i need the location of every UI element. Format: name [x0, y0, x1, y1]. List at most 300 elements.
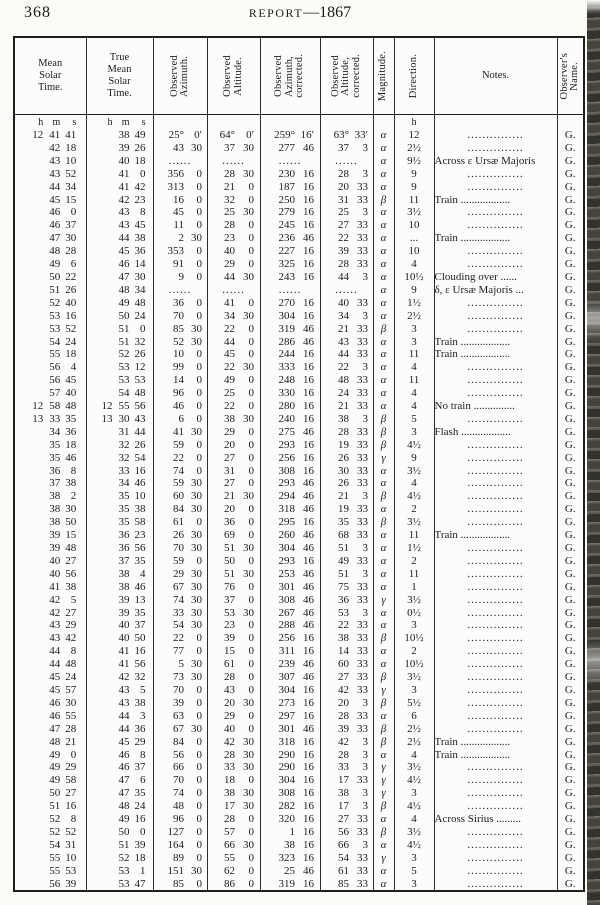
column-header-mean-solar-time	[14, 37, 86, 115]
ellipsis-value: ......	[222, 154, 245, 167]
degrees-value: 21	[224, 180, 235, 193]
time-part: 34	[65, 180, 77, 193]
degrees-value: 267	[278, 606, 295, 619]
degrees-value: 319	[278, 877, 295, 890]
time-part: h	[38, 117, 44, 128]
degrees-value: 84	[173, 735, 184, 748]
magnitude-cell: γ	[373, 452, 394, 465]
magnitude-cell: α	[373, 297, 394, 310]
magnitude-cell: α	[373, 878, 394, 892]
minutes-value: 33	[357, 219, 368, 232]
true-mean-solar-time-cell	[86, 348, 153, 361]
time-part: 37	[118, 554, 130, 567]
time-part: 52	[65, 825, 77, 838]
time-part: 48	[118, 283, 130, 296]
observed-altitude-cell	[207, 568, 260, 581]
time-part: 29	[65, 619, 77, 632]
observed-azimuth-corrected-cell	[260, 581, 320, 594]
minutes-value: 33	[357, 464, 368, 477]
observed-altitude-cell	[207, 555, 260, 568]
notes-cell: ...............	[434, 516, 557, 529]
minutes-value: 33	[357, 232, 368, 245]
minutes-value: 33	[357, 258, 368, 271]
direction-cell: 3	[394, 684, 434, 697]
degrees-value: 85	[173, 877, 184, 890]
time-part: 41	[65, 129, 77, 141]
observed-azimuth-corrected-cell	[260, 232, 320, 245]
table-row	[14, 219, 584, 232]
time-part: 27	[65, 787, 77, 800]
time-part: 41	[49, 129, 61, 141]
time-part: 53	[65, 864, 77, 877]
true-mean-solar-time-cell	[86, 194, 153, 207]
mean-solar-time-cell	[14, 361, 86, 374]
degrees-value: 64°	[219, 129, 235, 141]
observed-altitude-corrected-cell	[320, 632, 373, 645]
degrees-value: 297	[278, 709, 295, 722]
minutes-value: 30	[243, 735, 254, 748]
table-row	[14, 271, 584, 284]
observer-name-cell: G.	[557, 813, 584, 826]
observed-altitude-corrected-cell	[320, 800, 373, 813]
time-part: 21	[65, 735, 77, 748]
time-part: 39	[118, 606, 130, 619]
degrees-value: 63	[173, 709, 184, 722]
observed-azimuth-corrected-cell	[260, 400, 320, 413]
mean-solar-time-cell	[14, 594, 86, 607]
time-part: 12	[32, 400, 44, 413]
observed-azimuth-corrected-cell	[260, 852, 320, 865]
degrees-value: 28	[338, 709, 349, 722]
minutes-value: 30	[243, 696, 254, 709]
degrees-value: 70	[173, 542, 184, 554]
degrees-value: 62	[224, 864, 235, 877]
mean-solar-time-cell	[14, 710, 86, 723]
observer-name-cell: G.	[557, 439, 584, 452]
observed-altitude-cell	[207, 774, 260, 787]
observer-name-cell: G.	[557, 168, 584, 181]
observed-altitude-corrected-cell	[320, 297, 373, 310]
time-part: 38	[65, 580, 77, 593]
minutes-value: 30	[243, 412, 254, 425]
table-row	[14, 387, 584, 400]
notes-cell: ...............	[434, 671, 557, 684]
observed-altitude-cell	[207, 619, 260, 632]
magnitude-cell: β	[373, 671, 394, 684]
notes-cell: ...............	[434, 619, 557, 632]
minutes-value: 3	[362, 361, 368, 374]
units-cell-notes	[434, 115, 557, 130]
direction-cell: 3½	[394, 465, 434, 478]
ellipsis-value: ......	[335, 154, 358, 167]
degrees-value: 60	[173, 490, 184, 503]
mean-solar-time-cell	[14, 516, 86, 529]
degrees-value: 70	[173, 309, 184, 322]
degrees-value: 40	[338, 296, 349, 309]
degrees-value: 353	[167, 245, 184, 258]
direction-cell: 5	[394, 865, 434, 878]
notes-cell: ...............	[434, 142, 557, 155]
minutes-value: 0	[248, 477, 254, 490]
degrees-value: 57	[224, 825, 235, 838]
degrees-value: 36	[338, 593, 349, 606]
minutes-value: 33	[357, 516, 368, 529]
units-cell-observed-altitude	[207, 115, 260, 130]
degrees-value: 38	[224, 787, 235, 800]
minutes-value: 3	[362, 206, 368, 219]
notes-cell: ...............	[434, 387, 557, 400]
time-part: 31	[118, 425, 130, 438]
observed-azimuth-corrected-cell	[260, 129, 320, 142]
time-part: 48	[65, 542, 77, 554]
degrees-value: 45	[224, 348, 235, 361]
magnitude-cell: α	[373, 710, 394, 723]
minutes-value: 16	[303, 374, 314, 387]
mean-solar-time-cell	[14, 839, 86, 852]
degrees-value: 29	[173, 567, 184, 580]
time-part: 6	[70, 258, 77, 271]
time-part: 37	[134, 761, 146, 774]
column-header-line: Direction.	[407, 53, 419, 99]
magnitude-cell: β	[373, 323, 394, 336]
observer-name-cell: G.	[557, 387, 584, 400]
observer-name-cell: G.	[557, 736, 584, 749]
observed-azimuth-cell	[153, 258, 207, 271]
notes-cell: ...............	[434, 723, 557, 736]
ellipsis-value: ......	[168, 283, 192, 296]
degrees-value: 28	[338, 425, 349, 438]
time-part: 18	[65, 141, 77, 154]
time-part: 8	[70, 813, 77, 826]
time-part: 42	[49, 606, 61, 619]
direction-cell: 1	[394, 581, 434, 594]
degrees-value: 44	[338, 348, 349, 361]
time-part: 13	[32, 412, 44, 425]
time-part: 42	[118, 193, 130, 206]
time-part: 0	[70, 748, 77, 761]
observed-altitude-corrected-cell	[320, 813, 373, 826]
time-part: 40	[65, 387, 77, 400]
degrees-value: 279	[278, 206, 295, 219]
degrees-value: 28	[338, 748, 349, 761]
minutes-value: 0	[196, 270, 202, 283]
time-part: 18	[65, 348, 77, 361]
notes-cell: ...............	[434, 206, 557, 219]
observer-name-cell: G.	[557, 555, 584, 568]
observed-altitude-corrected-cell	[320, 194, 373, 207]
minutes-value: 0	[196, 683, 202, 696]
degrees-value: 43	[173, 141, 184, 154]
time-part: 37	[49, 477, 61, 490]
time-part: 16	[134, 813, 146, 826]
minutes-value: 30	[191, 490, 202, 503]
degrees-value: 127	[167, 825, 184, 838]
notes-cell: ...............	[434, 774, 557, 787]
time-part: 48	[134, 387, 146, 400]
degrees-value: 99	[173, 361, 184, 374]
time-part: 47	[118, 774, 130, 787]
degrees-value: 67	[173, 580, 184, 593]
minutes-value: 0	[196, 206, 202, 219]
table-row	[14, 684, 584, 697]
minutes-value: 0	[248, 593, 254, 606]
minutes-value: 0	[248, 877, 254, 890]
time-part: 45	[118, 735, 130, 748]
minutes-value: 46	[303, 580, 314, 593]
observed-altitude-corrected-cell	[320, 697, 373, 710]
magnitude-cell: α	[373, 465, 394, 478]
observed-altitude-corrected-cell	[320, 477, 373, 490]
column-header-observed-altitude	[207, 37, 260, 115]
minutes-value: 16	[303, 683, 314, 696]
magnitude-cell: α	[373, 348, 394, 361]
degrees-value: 41	[224, 296, 235, 309]
mean-solar-time-cell	[14, 749, 86, 762]
magnitude-cell: α	[373, 568, 394, 581]
time-part: 51	[118, 838, 130, 851]
magnitude-cell: α	[373, 839, 394, 852]
minutes-value: 16	[303, 412, 314, 425]
degrees-value: 59	[173, 554, 184, 567]
observed-azimuth-cell	[153, 826, 207, 839]
mean-solar-time-cell	[14, 194, 86, 207]
units-cell-observer-name	[557, 115, 584, 130]
observer-name-cell: G.	[557, 232, 584, 245]
minutes-value: 3	[362, 542, 368, 554]
observed-azimuth-corrected-cell	[260, 542, 320, 555]
table-row	[14, 452, 584, 465]
degrees-value: 46	[173, 400, 184, 413]
column-header-true-mean-solar-time	[86, 37, 153, 115]
time-part: 56	[49, 361, 61, 374]
true-mean-solar-time-cell	[86, 206, 153, 219]
magnitude-cell: α	[373, 181, 394, 194]
observer-name-cell: G.	[557, 800, 584, 813]
time-part: 32	[134, 671, 146, 684]
notes-cell: No train ...............	[434, 400, 557, 413]
table-row	[14, 594, 584, 607]
degrees-value: 16	[173, 193, 184, 206]
direction-cell: 4	[394, 361, 434, 374]
mean-solar-time-cell	[14, 878, 86, 892]
degrees-value: 22	[224, 400, 235, 413]
time-part: 27	[65, 554, 77, 567]
observed-azimuth-corrected-cell	[260, 323, 320, 336]
minutes-value: 0	[196, 361, 202, 374]
time-part: 16	[134, 464, 146, 477]
minutes-value: 16	[303, 825, 314, 838]
observed-altitude-cell	[207, 632, 260, 645]
time-part: 6	[140, 774, 146, 787]
mean-solar-time-cell	[14, 555, 86, 568]
observer-name-cell: G.	[557, 878, 584, 892]
time-part: 3	[140, 709, 146, 722]
time-part: 44	[118, 722, 130, 735]
degrees-value: 50	[224, 554, 235, 567]
observer-name-cell: G.	[557, 297, 584, 310]
table-row	[14, 826, 584, 839]
minutes-value: 3	[362, 748, 368, 761]
observed-altitude-cell	[207, 413, 260, 426]
observer-name-cell: G.	[557, 245, 584, 258]
minutes-value: 0	[196, 800, 202, 813]
time-part: 8	[140, 748, 146, 761]
observer-name-cell: G.	[557, 206, 584, 219]
magnitude-cell: γ	[373, 684, 394, 697]
degrees-value: 20	[224, 696, 235, 709]
column-header-line: Observed	[222, 55, 233, 97]
time-part: 49	[118, 813, 130, 826]
observed-altitude-cell	[207, 168, 260, 181]
degrees-value: 14	[173, 374, 184, 387]
mean-solar-time-cell	[14, 581, 86, 594]
observed-altitude-corrected-cell	[320, 400, 373, 413]
time-part: 10	[134, 490, 146, 503]
minutes-value: 33	[357, 851, 368, 864]
degrees-value: 49	[224, 374, 235, 387]
time-part: s	[141, 117, 146, 128]
time-part: 38	[134, 696, 146, 709]
magnitude-cell: β	[373, 697, 394, 710]
minutes-value: 33	[357, 619, 368, 632]
degrees-value: 256	[278, 451, 295, 464]
true-mean-solar-time-cell	[86, 826, 153, 839]
true-mean-solar-time-cell	[86, 490, 153, 503]
direction-cell: 3½	[394, 206, 434, 219]
degrees-value: 31	[338, 193, 349, 206]
time-part: 53	[118, 361, 130, 374]
time-part: 38	[134, 503, 146, 516]
minutes-value: 0	[196, 645, 202, 658]
observed-azimuth-corrected-cell	[260, 168, 320, 181]
degrees-value: 34	[224, 309, 235, 322]
degrees-value: 70	[173, 774, 184, 787]
minutes-value: 30	[191, 567, 202, 580]
direction-cell: 3	[394, 852, 434, 865]
minutes-value: 0	[196, 748, 202, 761]
time-part: 36	[118, 542, 130, 554]
time-part: 54	[134, 451, 146, 464]
minutes-value: 30	[243, 309, 254, 322]
minutes-value: 30	[243, 748, 254, 761]
time-part: 29	[65, 761, 77, 774]
minutes-value: 0	[248, 671, 254, 684]
time-part: 46	[65, 451, 77, 464]
time-part: 38	[49, 490, 61, 503]
direction-cell: 9	[394, 168, 434, 181]
direction-cell: 3½	[394, 594, 434, 607]
true-mean-solar-time-cell	[86, 426, 153, 439]
degrees-value: 11	[173, 219, 184, 232]
observed-azimuth-cell	[153, 852, 207, 865]
minutes-value: 33	[357, 593, 368, 606]
observed-azimuth-cell	[153, 529, 207, 542]
time-part: 35	[134, 554, 146, 567]
observed-azimuth-cell	[153, 387, 207, 400]
minutes-value: 0	[248, 722, 254, 735]
observed-azimuth-cell	[153, 839, 207, 852]
column-header-line: Azimuth.	[179, 55, 190, 97]
observed-azimuth-corrected-cell	[260, 607, 320, 620]
minutes-value: 46	[303, 671, 314, 684]
mean-solar-time-cell	[14, 245, 86, 258]
magnitude-cell: γ	[373, 852, 394, 865]
degrees-value: 2	[178, 232, 184, 245]
notes-cell: ...............	[434, 581, 557, 594]
observed-altitude-corrected-cell	[320, 658, 373, 671]
observed-azimuth-cell	[153, 297, 207, 310]
time-part: 56	[134, 658, 146, 671]
time-part: 31	[65, 838, 77, 851]
time-part: 52	[118, 348, 130, 361]
observer-name-cell: G.	[557, 323, 584, 336]
observed-altitude-cell	[207, 348, 260, 361]
units-cell-true-mean-solar-time	[86, 115, 153, 130]
degrees-value: 31	[224, 464, 235, 477]
observed-azimuth-cell	[153, 736, 207, 749]
notes-cell: ...............	[434, 684, 557, 697]
table-row	[14, 168, 584, 181]
observer-name-cell: G.	[557, 503, 584, 516]
table-row	[14, 800, 584, 813]
observed-altitude-cell	[207, 181, 260, 194]
direction-cell: 3½	[394, 671, 434, 684]
true-mean-solar-time-cell	[86, 607, 153, 620]
time-part: 30	[65, 503, 77, 516]
minutes-value: 30	[243, 838, 254, 851]
ellipsis-value: ......	[335, 283, 358, 296]
true-mean-solar-time-cell	[86, 813, 153, 826]
time-part: 5	[140, 683, 146, 696]
minutes-value: 16	[303, 438, 314, 451]
minutes-value: 33	[357, 877, 368, 890]
mean-solar-time-cell	[14, 142, 86, 155]
degrees-value: 37	[224, 593, 235, 606]
degrees-value: 61	[224, 658, 235, 671]
minutes-value: 16	[303, 748, 314, 761]
observed-altitude-cell	[207, 310, 260, 323]
direction-cell: 11	[394, 568, 434, 581]
table-row	[14, 400, 584, 413]
observer-name-cell: G.	[557, 645, 584, 658]
true-mean-solar-time-cell	[86, 477, 153, 490]
minutes-value: 33	[357, 180, 368, 193]
direction-cell: 4½	[394, 439, 434, 452]
notes-cell: ...............	[434, 878, 557, 892]
column-header-direction	[394, 37, 434, 115]
minutes-value: 46	[303, 658, 314, 671]
observed-azimuth-cell	[153, 619, 207, 632]
observed-azimuth-corrected-cell	[260, 155, 320, 168]
minutes-value: 16	[303, 554, 314, 567]
time-part: 45	[49, 671, 61, 684]
mean-solar-time-cell	[14, 697, 86, 710]
time-part: 35	[118, 516, 130, 529]
time-part: 49	[49, 774, 61, 787]
magnitude-cell: α	[373, 219, 394, 232]
degrees-value: 22	[338, 619, 349, 632]
time-part: 43	[118, 219, 130, 232]
observed-altitude-corrected-cell	[320, 374, 373, 387]
table-row	[14, 361, 584, 374]
degrees-value: 23	[224, 232, 235, 245]
magnitude-cell: α	[373, 619, 394, 632]
minutes-value: 46	[303, 722, 314, 735]
mean-solar-time-cell	[14, 865, 86, 878]
observed-azimuth-corrected-cell	[260, 503, 320, 516]
table-row	[14, 310, 584, 323]
minutes-value: 16	[303, 709, 314, 722]
